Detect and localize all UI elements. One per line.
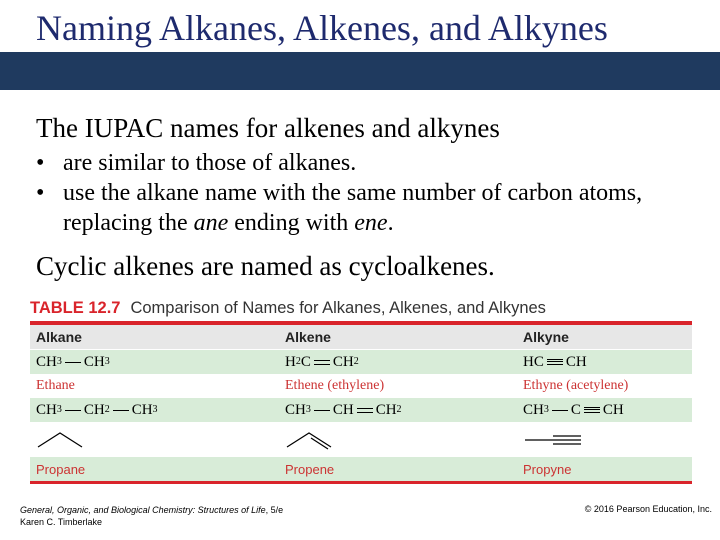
name-propene: Propene <box>285 461 335 477</box>
bullet-item-1 <box>36 148 706 178</box>
bullet-item-2 <box>36 178 706 238</box>
skeletal-propyne <box>523 423 583 456</box>
skeletal-propene-drawing <box>285 429 335 451</box>
footer-book-title: General, Organic, and Biological Chemistry: Structures of Life <box>20 505 266 515</box>
header-alkane: Alkane <box>36 329 82 345</box>
bullet-list <box>36 148 706 238</box>
skeletal-propane <box>36 423 86 456</box>
bullet-em-ane: ane <box>193 210 229 236</box>
footer-edition: , 5/e <box>265 505 284 515</box>
bullet-dot: • <box>36 150 45 176</box>
single-bond <box>314 410 330 411</box>
slide-title: Naming Alkanes, Alkenes, and Alkynes <box>36 8 608 48</box>
formula-ethene: H 2 C CH 2 <box>285 353 359 370</box>
single-bond <box>552 410 568 411</box>
name-ethene: Ethene (ethylene) <box>285 378 385 393</box>
title-bar <box>0 52 720 90</box>
header-alkyne: Alkyne <box>523 329 569 345</box>
skeletal-propyne-drawing <box>523 429 583 451</box>
table-header-row <box>30 325 692 350</box>
bullet-text-1: are similar to those of alkanes. <box>63 150 357 176</box>
formula-propene: CH 3 CH CH 2 <box>285 401 402 418</box>
table-row-skeletal <box>30 423 692 457</box>
formula-ethyne: HC CH <box>523 353 587 370</box>
name-ethane: Ethane <box>36 378 75 393</box>
formula-propane: CH 3 CH 2 CH 3 <box>36 401 158 418</box>
name-propyne: Propyne <box>523 461 572 477</box>
bullet-text-2c: . <box>387 210 394 236</box>
skeletal-propane-drawing <box>36 429 86 451</box>
bullet-text-2a: use the alkane name with the same number of carbon atoms, replacing the <box>63 180 643 236</box>
bullet-em-ene: ene <box>354 210 388 236</box>
footer-author: Karen C. Timberlake <box>20 517 103 527</box>
footer-copyright: © 2016 Pearson Education, Inc. <box>584 504 712 514</box>
skeletal-propene <box>285 423 335 456</box>
table-row-ethane-formulas <box>30 350 692 375</box>
table-caption-text: Comparison of Names for Alkanes, Alkenes, and Alkynes <box>130 299 546 317</box>
double-bond <box>314 360 330 365</box>
single-bond <box>65 362 81 363</box>
bullet-dot: • <box>36 180 45 206</box>
formula-ethane: CH 3 CH 3 <box>36 353 110 370</box>
intro-text: The IUPAC names for alkenes and alkynes <box>36 113 500 143</box>
triple-bond <box>584 407 600 413</box>
footer-citation <box>20 504 283 528</box>
single-bond <box>65 410 81 411</box>
triple-bond <box>547 359 563 365</box>
table-row-two-carbon-names <box>30 375 692 398</box>
single-bond <box>113 410 129 411</box>
formula-propyne: CH 3 C CH <box>523 401 624 418</box>
table-rule-bottom <box>30 481 692 484</box>
name-ethyne: Ethyne (acetylene) <box>523 378 629 393</box>
header-alkene: Alkene <box>285 329 331 345</box>
cyclic-text: Cyclic alkenes are named as cycloalkenes. <box>36 251 495 281</box>
table-row-three-carbon-names <box>30 457 692 482</box>
double-bond <box>357 408 373 413</box>
name-propane: Propane <box>36 461 86 477</box>
bullet-text-2b: ending with <box>228 210 355 236</box>
comparison-table <box>30 325 692 482</box>
table-row-propane-formulas <box>30 398 692 423</box>
table-number: TABLE 12.7 <box>30 299 121 317</box>
table-caption <box>30 297 546 319</box>
